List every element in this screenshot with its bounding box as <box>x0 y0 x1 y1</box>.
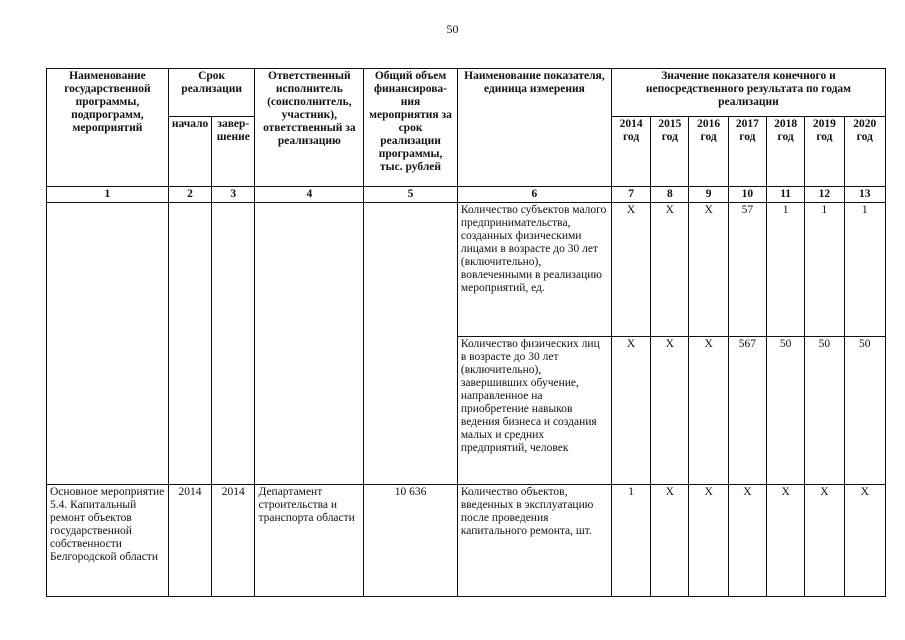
column-number: 5 <box>364 187 458 203</box>
header-start: начало <box>168 117 211 187</box>
header-year-2015: 2015 год <box>651 117 689 187</box>
column-number: 8 <box>651 187 689 203</box>
value-2017: Х <box>728 485 766 597</box>
value-2014: Х <box>611 337 650 485</box>
funding-cell: 10 636 <box>364 485 458 597</box>
header-funding: Общий объем финансирова-ния мероприятия за срок реализации программы, тыс. рублей <box>364 69 458 187</box>
value-2020: 1 <box>844 203 885 337</box>
value-2019: 1 <box>805 203 844 337</box>
header-period: Срок реализации <box>168 69 255 117</box>
start-year-cell: 2014 <box>168 485 211 597</box>
column-number: 9 <box>689 187 728 203</box>
column-number: 4 <box>255 187 364 203</box>
header-year-2017: 2017 год <box>728 117 766 187</box>
value-2018: 50 <box>767 337 805 485</box>
value-2016: Х <box>689 485 728 597</box>
column-number: 12 <box>805 187 844 203</box>
value-2015: Х <box>651 337 689 485</box>
column-number: 10 <box>728 187 766 203</box>
program-name-cell: Основное мероприятие 5.4. Капитальный ремонт объектов государственной собственности Белгородской области <box>47 485 169 597</box>
value-2016: Х <box>689 337 728 485</box>
value-2016: Х <box>689 203 728 337</box>
header-year-2014: 2014 год <box>611 117 650 187</box>
value-2018: Х <box>767 485 805 597</box>
value-2015: Х <box>651 203 689 337</box>
column-number: 6 <box>457 187 611 203</box>
start-year-cell <box>168 203 211 485</box>
value-2015: Х <box>651 485 689 597</box>
indicator-cell: Количество субъектов малого предпринимательства, созданных физическими лицами в возрасте до 30 лет (включительно), вовлеченными в реализацию мероприятий, ед. <box>457 203 611 337</box>
value-2014: 1 <box>611 485 650 597</box>
header-indicator: Наименование показателя, единица измерения <box>457 69 611 187</box>
header-year-2020: 2020 год <box>844 117 885 187</box>
end-year-cell <box>212 203 255 485</box>
value-2020: 50 <box>844 337 885 485</box>
indicators-table <box>46 68 886 597</box>
value-2019: 50 <box>805 337 844 485</box>
column-number: 13 <box>844 187 885 203</box>
funding-cell <box>364 203 458 485</box>
column-number: 3 <box>212 187 255 203</box>
column-number: 1 <box>47 187 169 203</box>
end-year-cell: 2014 <box>212 485 255 597</box>
indicator-cell: Количество объектов, введенных в эксплуатацию после проведения капитального ремонта, шт. <box>457 485 611 597</box>
column-number: 2 <box>168 187 211 203</box>
value-2018: 1 <box>767 203 805 337</box>
value-2017: 57 <box>728 203 766 337</box>
value-2017: 567 <box>728 337 766 485</box>
header-values: Значение показателя конечного и непосредственного результата по годам реализации <box>611 69 885 117</box>
table-row <box>47 203 886 337</box>
header-end: завер-шение <box>212 117 255 187</box>
header-year-2018: 2018 год <box>767 117 805 187</box>
page-number: 50 <box>446 22 459 36</box>
responsible-cell: Департамент строительства и транспорта области <box>255 485 364 597</box>
header-responsible: Ответственный исполнитель (соисполнитель, участник), ответственный за реализацию <box>255 69 364 187</box>
column-number: 11 <box>767 187 805 203</box>
header-program-name: Наименование государственной программы, подпрограмм, мероприятий <box>47 69 169 187</box>
indicator-cell: Количество физических лиц в возрасте до 30 лет (включительно), завершивших обучение, направленное на приобретение навыков ведения бизнеса и создания малых и средних предприятий, человек <box>457 337 611 485</box>
header-year-2019: 2019 год <box>805 117 844 187</box>
header-year-2016: 2016 год <box>689 117 728 187</box>
table-row <box>47 485 886 597</box>
value-2020: Х <box>844 485 885 597</box>
column-numbers-row <box>47 187 886 203</box>
program-name-cell <box>47 203 169 485</box>
column-number: 7 <box>611 187 650 203</box>
responsible-cell <box>255 203 364 485</box>
value-2019: Х <box>805 485 844 597</box>
value-2014: Х <box>611 203 650 337</box>
